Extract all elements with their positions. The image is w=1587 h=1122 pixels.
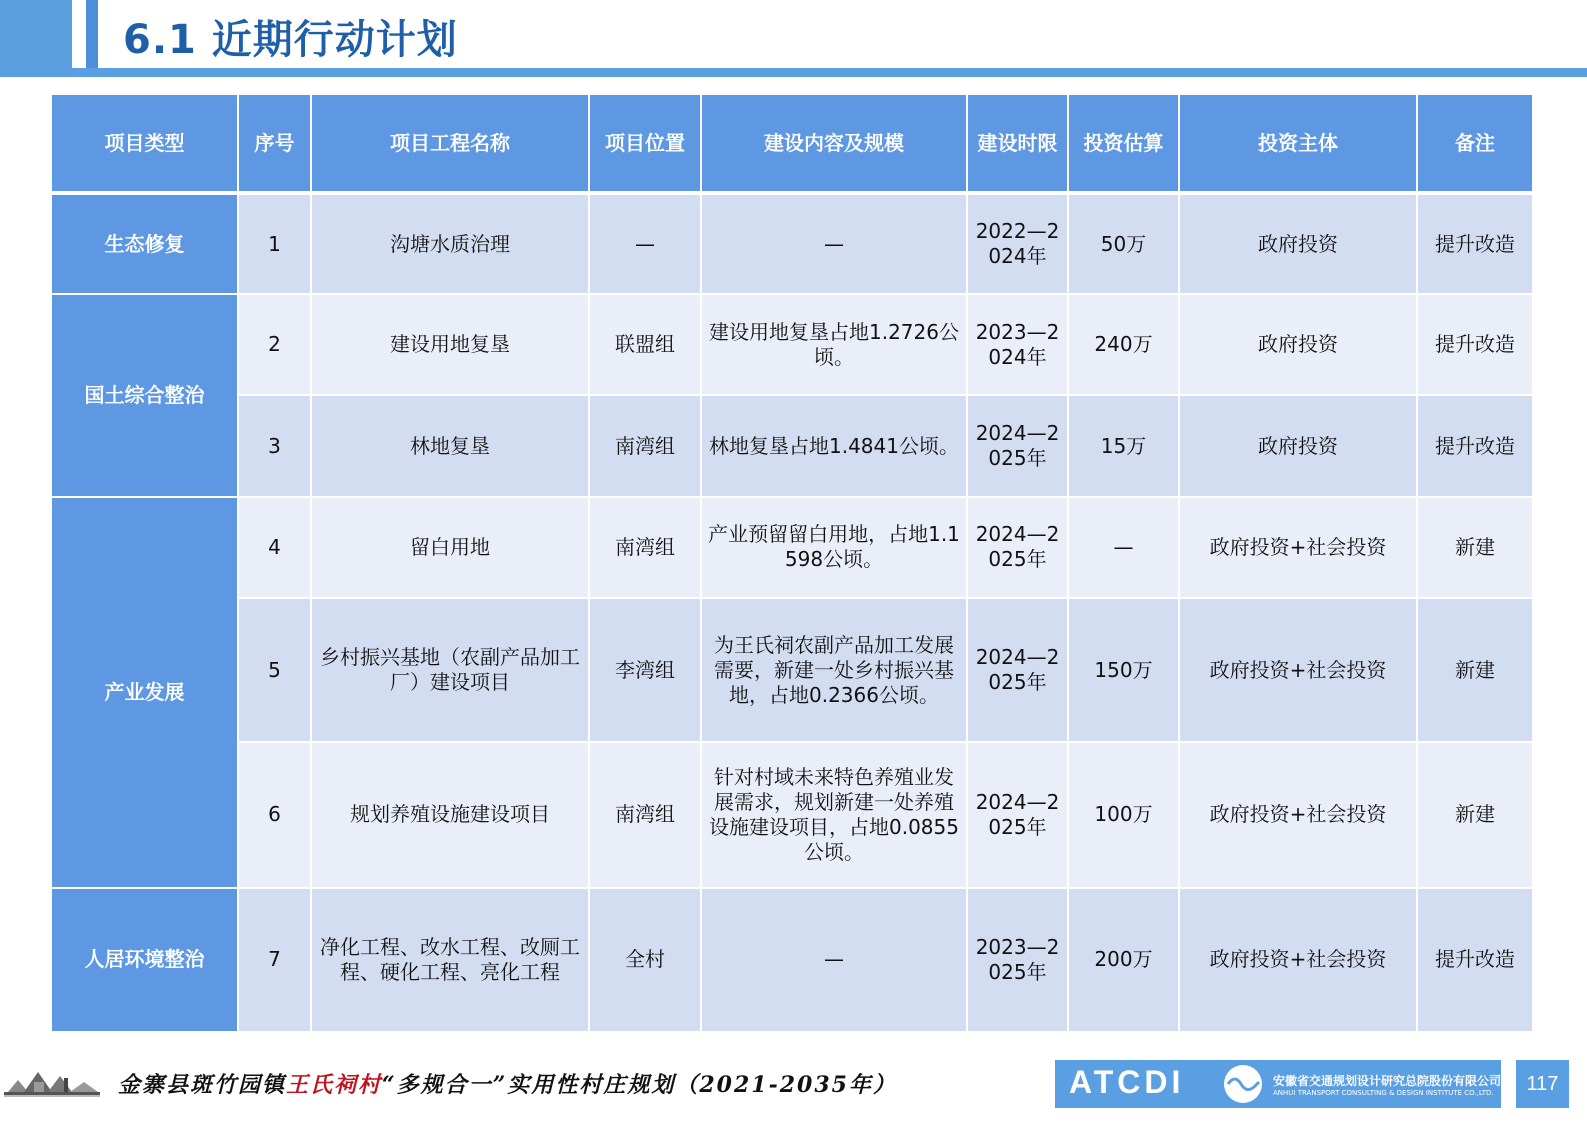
row-content: — bbox=[701, 193, 967, 294]
row-content: 产业预留留白用地，占地1.1598公顷。 bbox=[701, 497, 967, 598]
row-cost: 100万 bbox=[1068, 742, 1179, 887]
header-underline bbox=[0, 68, 1587, 77]
row-no: 2 bbox=[238, 294, 311, 395]
col-header-name: 项目工程名称 bbox=[311, 94, 589, 193]
action-plan-table bbox=[50, 93, 1534, 1033]
row-location: 李湾组 bbox=[589, 598, 701, 742]
logo-wordmark: ATCDI bbox=[1069, 1064, 1185, 1100]
row-name: 规划养殖设施建设项目 bbox=[311, 742, 589, 887]
row-content: 针对村域未来特色养殖业发展需求，规划新建一处养殖设施建设项目，占地0.0855公顷。 bbox=[701, 742, 967, 887]
company-logo-wave-icon bbox=[1223, 1064, 1263, 1104]
row-no: 7 bbox=[238, 888, 311, 1032]
row-period: 2024—2025年 bbox=[967, 497, 1068, 598]
company-name-cn: 安徽省交通规划设计研究总院股份有限公司 bbox=[1273, 1074, 1502, 1088]
row-period: 2022—2024年 bbox=[967, 193, 1068, 294]
row-investor: 政府投资+社会投资 bbox=[1179, 598, 1417, 742]
row-investor: 政府投资 bbox=[1179, 294, 1417, 395]
row-cost: 15万 bbox=[1068, 395, 1179, 496]
row-cost: 150万 bbox=[1068, 598, 1179, 742]
row-content: — bbox=[701, 888, 967, 1032]
table-row bbox=[51, 497, 1533, 598]
row-location: 南湾组 bbox=[589, 497, 701, 598]
category-cell: 人居环境整治 bbox=[51, 888, 238, 1032]
page-title: 6.1 近期行动计划 bbox=[123, 17, 458, 63]
row-no: 6 bbox=[238, 742, 311, 887]
row-investor: 政府投资 bbox=[1179, 395, 1417, 496]
company-logo bbox=[1055, 1060, 1501, 1108]
row-cost: 240万 bbox=[1068, 294, 1179, 395]
footer-plan-title bbox=[118, 1068, 897, 1099]
row-note: 新建 bbox=[1417, 598, 1533, 742]
row-investor: 政府投资+社会投资 bbox=[1179, 742, 1417, 887]
row-content: 建设用地复垦占地1.2726公顷。 bbox=[701, 294, 967, 395]
col-header-investor: 投资主体 bbox=[1179, 94, 1417, 193]
row-no: 5 bbox=[238, 598, 311, 742]
row-name: 林地复垦 bbox=[311, 395, 589, 496]
row-location: 南湾组 bbox=[589, 742, 701, 887]
col-header-period: 建设时限 bbox=[967, 94, 1068, 193]
row-location: — bbox=[589, 193, 701, 294]
row-period: 2024—2025年 bbox=[967, 598, 1068, 742]
table-row bbox=[51, 598, 1533, 742]
row-name: 留白用地 bbox=[311, 497, 589, 598]
table-header-row bbox=[51, 94, 1533, 193]
col-header-cost: 投资估算 bbox=[1068, 94, 1179, 193]
header-accent-block bbox=[0, 0, 72, 68]
row-location: 全村 bbox=[589, 888, 701, 1032]
row-name: 净化工程、改水工程、改厕工程、硬化工程、亮化工程 bbox=[311, 888, 589, 1032]
row-cost: — bbox=[1068, 497, 1179, 598]
row-name: 沟塘水质治理 bbox=[311, 193, 589, 294]
row-period: 2024—2025年 bbox=[967, 742, 1068, 887]
footer-prefix: 金寨县斑竹园镇 bbox=[118, 1072, 287, 1098]
row-location: 南湾组 bbox=[589, 395, 701, 496]
row-note: 提升改造 bbox=[1417, 888, 1533, 1032]
row-no: 1 bbox=[238, 193, 311, 294]
row-no: 3 bbox=[238, 395, 311, 496]
col-header-location: 项目位置 bbox=[589, 94, 701, 193]
row-no: 4 bbox=[238, 497, 311, 598]
footer-village-name: 王氏祠村 bbox=[286, 1072, 383, 1098]
row-content: 林地复垦占地1.4841公顷。 bbox=[701, 395, 967, 496]
category-cell: 生态修复 bbox=[51, 193, 238, 294]
col-header-no: 序号 bbox=[238, 94, 311, 193]
row-period: 2023—2025年 bbox=[967, 888, 1068, 1032]
row-investor: 政府投资+社会投资 bbox=[1179, 497, 1417, 598]
page-number: 117 bbox=[1516, 1060, 1569, 1108]
row-note: 提升改造 bbox=[1417, 294, 1533, 395]
row-period: 2024—2025年 bbox=[967, 395, 1068, 496]
row-investor: 政府投资+社会投资 bbox=[1179, 888, 1417, 1032]
row-cost: 50万 bbox=[1068, 193, 1179, 294]
row-note: 提升改造 bbox=[1417, 193, 1533, 294]
row-investor: 政府投资 bbox=[1179, 193, 1417, 294]
company-name-en: ANHUI TRANSPORT CONSULTING & DESIGN INSTITUTE CO.,LTD. bbox=[1273, 1089, 1494, 1097]
col-header-note: 备注 bbox=[1417, 94, 1533, 193]
row-name: 建设用地复垦 bbox=[311, 294, 589, 395]
header-accent-bar bbox=[86, 0, 98, 68]
row-content: 为王氏祠农副产品加工发展需要，新建一处乡村振兴基地，占地0.2366公顷。 bbox=[701, 598, 967, 742]
row-name: 乡村振兴基地（农副产品加工厂）建设项目 bbox=[311, 598, 589, 742]
table-row bbox=[51, 193, 1533, 294]
skyline-illustration bbox=[4, 1062, 100, 1100]
col-header-type: 项目类型 bbox=[51, 94, 238, 193]
table-row bbox=[51, 742, 1533, 887]
table-row bbox=[51, 294, 1533, 395]
table-row bbox=[51, 888, 1533, 1032]
row-period: 2023—2024年 bbox=[967, 294, 1068, 395]
row-note: 新建 bbox=[1417, 497, 1533, 598]
row-note: 提升改造 bbox=[1417, 395, 1533, 496]
col-header-content: 建设内容及规模 bbox=[701, 94, 967, 193]
category-cell: 国土综合整治 bbox=[51, 294, 238, 496]
footer-suffix: “多规合一”实用性村庄规划（2021-2035年） bbox=[382, 1072, 897, 1098]
row-note: 新建 bbox=[1417, 742, 1533, 887]
row-location: 联盟组 bbox=[589, 294, 701, 395]
category-cell: 产业发展 bbox=[51, 497, 238, 888]
row-cost: 200万 bbox=[1068, 888, 1179, 1032]
table-row bbox=[51, 395, 1533, 496]
